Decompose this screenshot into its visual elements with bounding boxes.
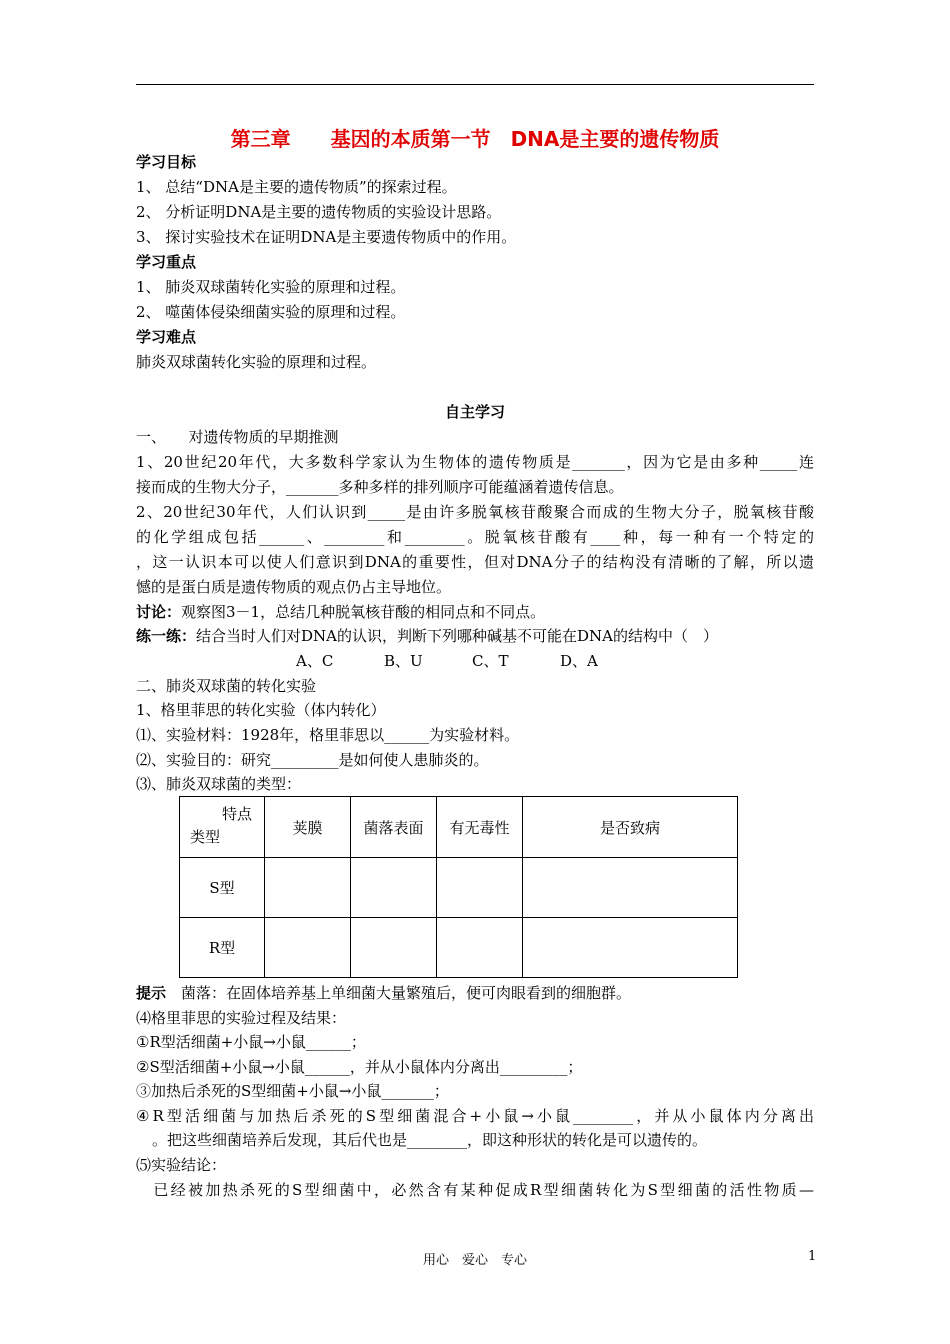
step-item: ③加热后杀死的S型细菌+小鼠→小鼠_______； bbox=[136, 1082, 449, 1100]
subsection-title: 1、格里菲思的转化实验（体内转化） bbox=[136, 701, 386, 719]
paragraph-line: 接而成的生物大分子，_______多种多样的排列顺序可能蕴涵着遗传信息。 bbox=[136, 478, 624, 496]
bacteria-types-table bbox=[179, 796, 738, 978]
difficulty-text: 肺炎双球菌转化实验的原理和过程。 bbox=[136, 353, 377, 371]
table-header: 有无毒性 bbox=[437, 797, 523, 858]
row-label: S型 bbox=[180, 858, 265, 918]
discussion-label: 讨论： bbox=[136, 603, 182, 621]
discussion bbox=[136, 601, 545, 623]
table-header: 菌落表面 bbox=[351, 797, 437, 858]
option-a: A、C bbox=[296, 652, 334, 670]
key-point-item: 1、 肺炎双球菌转化实验的原理和过程。 bbox=[136, 278, 406, 296]
option-d: D、A bbox=[560, 652, 598, 670]
difficulty-heading: 学习难点 bbox=[136, 328, 197, 346]
table-cell bbox=[437, 918, 523, 978]
hint-text: 菌落：在固体培养基上单细菌大量繁殖后，便可肉眼看到的细胞群。 bbox=[166, 984, 632, 1002]
step-item: ④R型活细菌与加热后杀死的S型细菌混合+小鼠→小鼠________，并从小鼠体内分离出 bbox=[136, 1107, 814, 1125]
objective-item: 3、 探讨实验技术在证明DNA是主要遗传物质中的作用。 bbox=[136, 228, 517, 246]
key-points-heading: 学习重点 bbox=[136, 253, 197, 271]
practice-label: 练一练： bbox=[136, 627, 197, 645]
list-item: ⑸实验结论： bbox=[136, 1156, 227, 1174]
objectives-heading: 学习目标 bbox=[136, 153, 197, 171]
list-item: ⑵、实验目的：研究_________是如何使人患肺炎的。 bbox=[136, 751, 489, 769]
corner-top-label: 特点 bbox=[221, 805, 252, 823]
paragraph-line: 憾的是蛋白质是遗传物质的观点仍占主导地位。 bbox=[136, 578, 452, 596]
step-item: ②S型活细菌+小鼠→小鼠______，并从小鼠体内分离出_________； bbox=[136, 1058, 583, 1076]
table-corner-cell bbox=[180, 797, 265, 858]
practice-text: 结合当时人们对DNA的认识，判断下列哪种碱基不可能在DNA的结构中（ ） bbox=[196, 627, 718, 645]
list-item: ⑶、肺炎双球菌的类型： bbox=[136, 775, 302, 793]
hint bbox=[136, 982, 631, 1004]
key-point-item: 2、 噬菌体侵染细菌实验的原理和过程。 bbox=[136, 303, 406, 321]
table-cell bbox=[437, 858, 523, 918]
table-header: 荚膜 bbox=[265, 797, 351, 858]
table-cell bbox=[265, 858, 351, 918]
objective-item: 1、 总结“DNA是主要的遗传物质”的探索过程。 bbox=[136, 178, 457, 196]
header-rule bbox=[136, 84, 814, 85]
row-label: R型 bbox=[180, 918, 265, 978]
hint-label: 提示 bbox=[136, 984, 167, 1002]
table-header: 是否致病 bbox=[523, 797, 738, 858]
step-item: ①R型活细菌+小鼠→小鼠______； bbox=[136, 1033, 366, 1051]
self-study-heading: 自主学习 bbox=[444, 403, 505, 421]
table-cell bbox=[523, 858, 738, 918]
page-footer: 用心 爱心 专心 bbox=[422, 1253, 527, 1268]
section-title: 一、 对遗传物质的早期推测 bbox=[136, 428, 339, 446]
practice bbox=[136, 625, 718, 647]
option-b: B、U bbox=[384, 652, 423, 670]
table-cell bbox=[523, 918, 738, 978]
table-cell bbox=[351, 858, 437, 918]
objective-item: 2、 分析证明DNA是主要的遗传物质的实验设计思路。 bbox=[136, 203, 502, 221]
paragraph-line: 2、20世纪30年代，人们认识到_____是由许多脱氧核苷酸聚合而成的生物大分子，脱氧核苷酸 bbox=[136, 503, 814, 521]
page-number: 1 bbox=[808, 1249, 817, 1264]
discussion-text: 观察图3－1，总结几种脱氧核苷酸的相同点和不同点。 bbox=[181, 603, 546, 621]
table-cell bbox=[265, 918, 351, 978]
page-title: 第三章 基因的本质第一节 DNA是主要的遗传物质 bbox=[230, 127, 720, 151]
section-title: 二、肺炎双球菌的转化实验 bbox=[136, 677, 317, 695]
list-item: ⑷格里菲思的实验过程及结果： bbox=[136, 1009, 347, 1027]
table-row bbox=[180, 858, 738, 918]
list-item: ⑴、实验材料：1928年，格里菲思以______为实验材料。 bbox=[136, 726, 520, 744]
table-cell bbox=[351, 918, 437, 978]
paragraph-line: 的化学组成包括______、________和________。脱氧核苷酸有____种，每一种有一个特定的 bbox=[136, 528, 814, 546]
answer-options bbox=[296, 650, 648, 672]
table-row bbox=[180, 918, 738, 978]
paragraph-line: ，这一认识本可以使人们意识到DNA的重要性，但对DNA分子的结构没有清晰的了解，所以遗 bbox=[136, 553, 814, 571]
paragraph-line: 1、20世纪20年代，大多数科学家认为生物体的遗传物质是_______，因为它是由多种_____连 bbox=[136, 453, 814, 471]
corner-bottom-label: 类型 bbox=[190, 828, 221, 846]
step-item-continued: 。把这些细菌培养后发现，其后代也是________，即这种形状的转化是可以遗传的。 bbox=[152, 1131, 708, 1149]
conclusion-text: 已经被加热杀死的S型细菌中，必然含有某种促成R型细菌转化为S型细菌的活性物质— bbox=[136, 1181, 814, 1199]
option-c: C、T bbox=[472, 652, 509, 670]
